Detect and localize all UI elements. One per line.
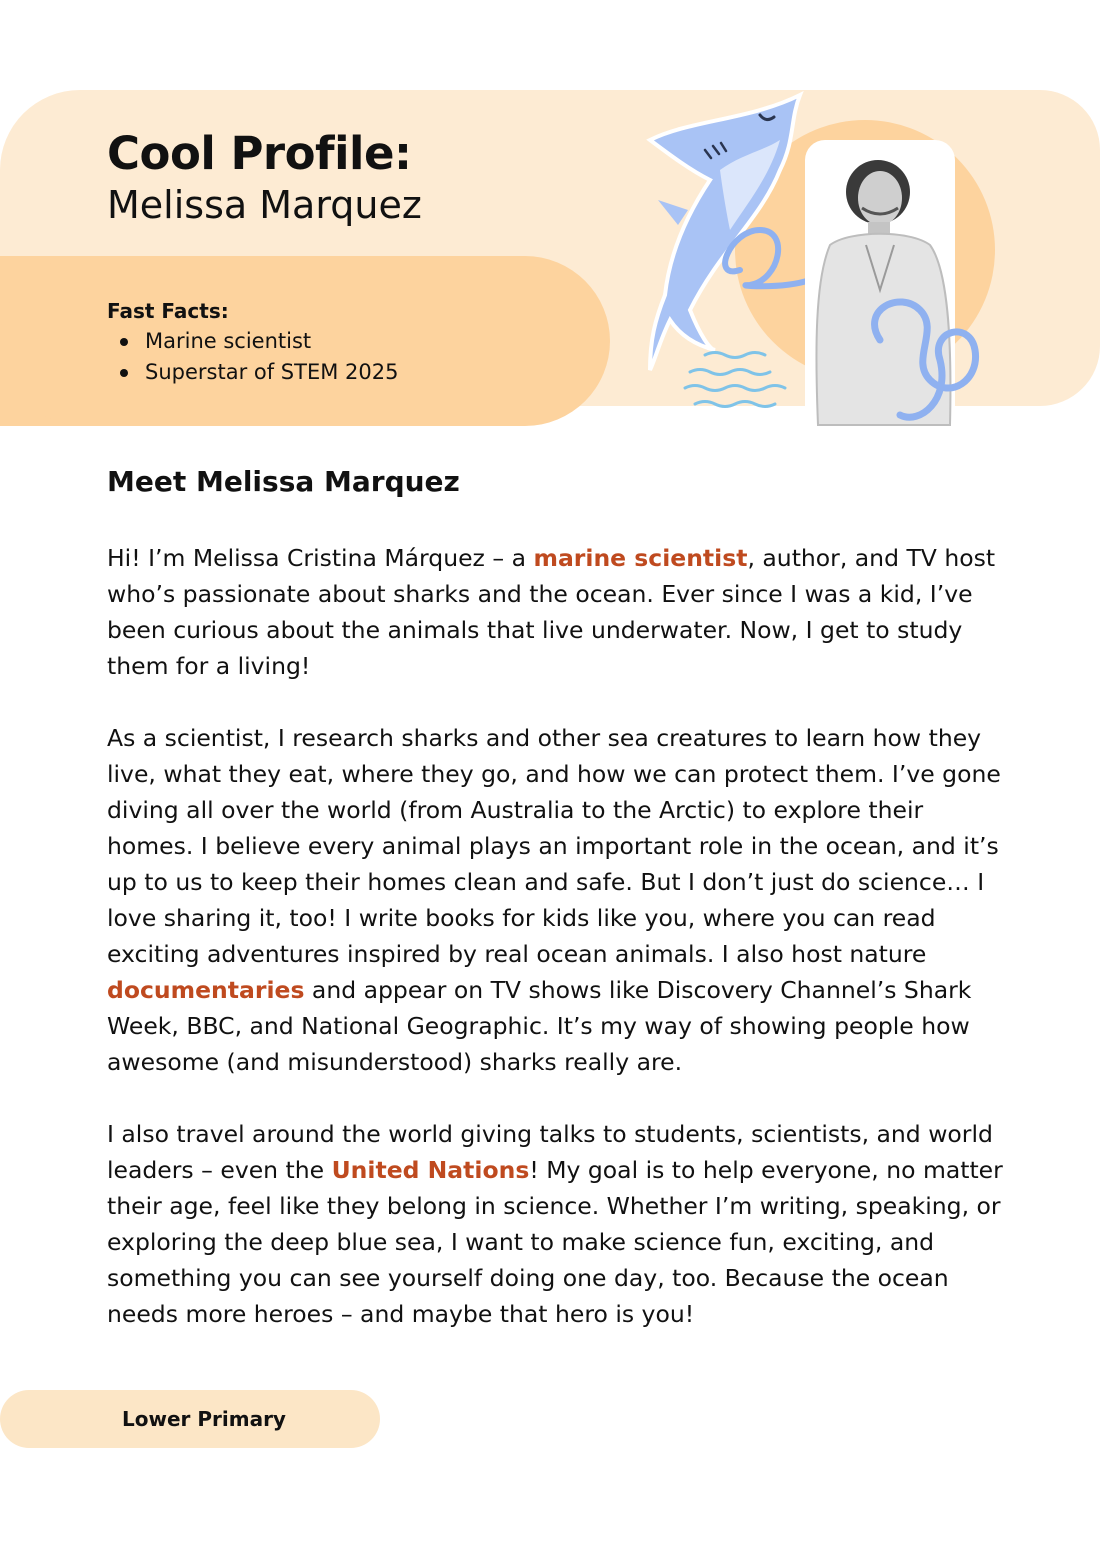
fast-fact-item: Marine scientist (107, 326, 398, 357)
fast-fact-item: Superstar of STEM 2025 (107, 357, 398, 388)
highlight-term: marine scientist (533, 544, 748, 572)
paragraph (107, 1116, 1007, 1332)
paragraph-text: , author, and TV host who’s passionate about sharks and the ocean. Ever since I was a kid, I’ve been curious about the animals that live underwater. Now, I get to study them for a living! (107, 544, 996, 680)
waves-icon (685, 353, 785, 407)
profile-body (107, 540, 1007, 1368)
highlight-term: documentaries (107, 976, 305, 1004)
paragraph (107, 540, 1007, 684)
header-illustration (630, 80, 1010, 440)
paragraph (107, 720, 1007, 1080)
highlight-term: United Nations (331, 1156, 530, 1184)
paragraph-text: and appear on TV shows like Discovery Channel’s Shark Week, BBC, and National Geographic. It’s my way of showing people how awesome (and misunderstood) sharks really are. (107, 976, 972, 1076)
page-title: Cool Profile: (107, 127, 412, 180)
paragraph-text: ! My goal is to help everyone, no matter their age, feel like they belong in science. Whether I’m writing, speaking, or exploring the deep blue sea, I want to make science fun, exciting, and something you can see yourself doing one day, too. Because the ocean needs more heroes – and maybe that hero is you! (107, 1156, 1003, 1328)
section-title: Meet Melissa Marquez (107, 465, 460, 498)
paragraph-text: As a scientist, I research sharks and other sea creatures to learn how they live, what they eat, where they go, and how we can protect them. I’ve gone diving all over the world (from Australia to the Arctic) to explore their homes. I believe every animal plays an important role in the ocean, and it’s up to us to keep their homes clean and safe. But I don’t just do science… I love sharing it, too! I write books for kids like you, where you can read exciting adventures inspired by real ocean animals. I also host nature (107, 724, 1001, 968)
level-badge (0, 1390, 380, 1448)
fast-facts-list (107, 326, 398, 388)
level-label: Lower Primary (122, 1407, 286, 1431)
profile-name: Melissa Marquez (107, 183, 422, 227)
paragraph-text: Hi! I’m Melissa Cristina Márquez – a (107, 544, 534, 572)
fast-facts-label: Fast Facts: (107, 299, 229, 323)
paragraph-text: I also travel around the world giving talks to students, scientists, and world leaders – even the (107, 1120, 993, 1184)
